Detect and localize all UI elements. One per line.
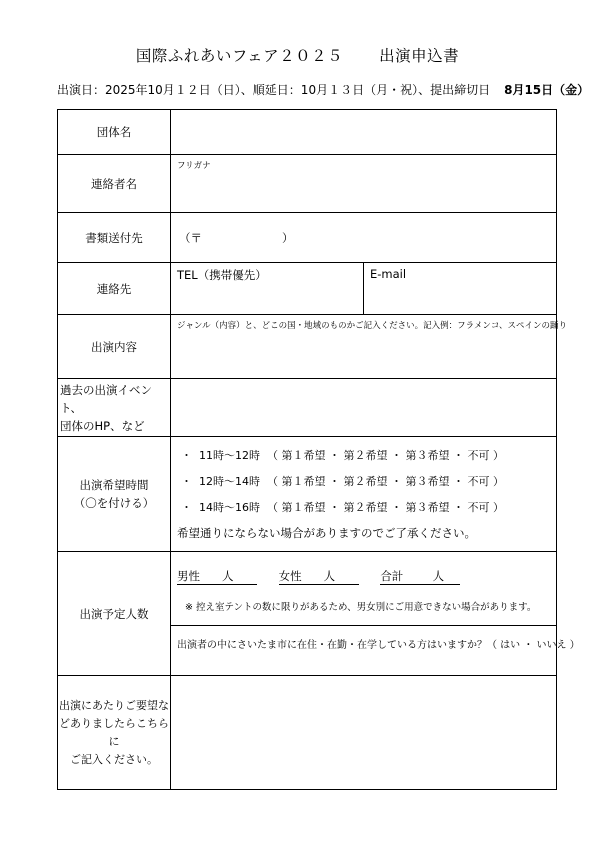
schedule-line bbox=[57, 81, 590, 98]
furigana-hint: フリガナ bbox=[177, 161, 211, 171]
label-preferred-time-line2: （〇を付ける） bbox=[73, 496, 155, 510]
label-past-events bbox=[58, 379, 171, 437]
time-slot-3-time: 14時～16時 bbox=[199, 501, 260, 514]
time-slot-3[interactable]: ・ 14時～16時 （ 第１希望 ・ 第２希望 ・ 第３希望 ・ 不可 ） bbox=[181, 501, 504, 514]
row-contact-person bbox=[58, 155, 557, 213]
total-count-field[interactable]: 合計 人 bbox=[380, 568, 460, 585]
field-email[interactable] bbox=[363, 263, 556, 314]
female-count-field[interactable]: 女性 人 bbox=[279, 568, 359, 585]
label-contact-person: 連絡者名 bbox=[58, 155, 171, 213]
field-group-name[interactable] bbox=[171, 110, 557, 155]
field-mailing-address[interactable] bbox=[171, 213, 557, 263]
row-requests bbox=[58, 676, 557, 790]
postal-prefix: （〒 bbox=[179, 230, 202, 245]
tent-note: ※ 控え室テントの数に限りがあるため、男女別にご用意できない場合があります。 bbox=[185, 602, 537, 613]
label-past-events-line1: 過去の出演イベント、 bbox=[60, 382, 152, 415]
residency-question[interactable]: 出演者の中にさいたま市に在住・在勤・在学している方はいますか？（ はい ・ いいえ ） bbox=[171, 625, 556, 661]
label-mailing-address: 書類送付先 bbox=[58, 213, 171, 263]
time-slot-2-options: （ 第１希望 ・ 第２希望 ・ 第３希望 ・ 不可 ） bbox=[267, 475, 504, 488]
label-requests-line2: どありましたらこちらに bbox=[59, 716, 169, 748]
form-title: 出演申込書 bbox=[379, 47, 460, 65]
field-contact bbox=[171, 263, 557, 315]
row-preferred-time bbox=[58, 437, 557, 552]
label-group-name: 団体名 bbox=[58, 110, 171, 155]
row-mailing-address bbox=[58, 213, 557, 263]
schedule-text: 出演日：2025年10月１２日（日）、順延日：10月１３日（月・祝）、提出締切日 bbox=[57, 83, 491, 97]
event-title: 国際ふれあいフェア２０２５ bbox=[135, 47, 344, 65]
row-performance bbox=[58, 315, 557, 379]
page-title bbox=[0, 44, 595, 66]
row-contact bbox=[58, 263, 557, 315]
label-performance: 出演内容 bbox=[58, 315, 171, 379]
time-note: 希望通りにならない場合がありますのでご了承ください。 bbox=[177, 526, 476, 540]
time-slot-1-options: （ 第１希望 ・ 第２希望 ・ 第３希望 ・ 不可 ） bbox=[267, 449, 504, 462]
field-tel[interactable] bbox=[171, 263, 363, 314]
performance-hint: ジャンル（内容）と、どこの国・地域のものかご記入ください。記入例：フラメンコ、スペインの踊り bbox=[177, 321, 568, 331]
label-requests bbox=[58, 676, 171, 790]
application-form-table bbox=[57, 109, 580, 790]
field-past-events[interactable] bbox=[171, 379, 557, 437]
label-requests-line1: 出演にあたりご要望な bbox=[59, 698, 169, 712]
label-expected-count: 出演予定人数 bbox=[58, 552, 171, 676]
tel-label: TEL（携帯優先） bbox=[177, 268, 267, 282]
label-contact: 連絡先 bbox=[58, 263, 171, 315]
label-past-events-line2: 団体のHP、など bbox=[60, 418, 145, 433]
time-slot-1[interactable]: ・ 11時～12時 （ 第１希望 ・ 第２希望 ・ 第３希望 ・ 不可 ） bbox=[181, 449, 504, 462]
postal-suffix: ） bbox=[282, 230, 294, 245]
time-slot-2[interactable]: ・ 12時～14時 （ 第１希望 ・ 第２希望 ・ 第３希望 ・ 不可 ） bbox=[181, 475, 504, 488]
field-expected-count bbox=[171, 552, 580, 676]
field-requests[interactable] bbox=[171, 676, 557, 790]
deadline-date: 8月15日（金） bbox=[504, 83, 590, 97]
row-past-events bbox=[58, 379, 557, 437]
field-performance[interactable] bbox=[171, 315, 568, 379]
time-slot-1-time: 11時～12時 bbox=[199, 449, 260, 462]
email-label: E-mail bbox=[370, 267, 407, 281]
time-slot-3-options: （ 第１希望 ・ 第２希望 ・ 第３希望 ・ 不可 ） bbox=[267, 501, 504, 514]
field-preferred-time bbox=[171, 437, 557, 552]
label-preferred-time bbox=[58, 437, 171, 552]
count-line bbox=[177, 568, 556, 585]
label-requests-line3: ご記入ください。 bbox=[70, 752, 158, 766]
field-contact-person[interactable] bbox=[171, 155, 557, 213]
row-expected-count bbox=[58, 552, 557, 676]
male-count-field[interactable]: 男性 人 bbox=[177, 568, 257, 585]
row-group-name bbox=[58, 110, 557, 155]
time-slot-2-time: 12時～14時 bbox=[199, 475, 260, 488]
label-preferred-time-line1: 出演希望時間 bbox=[79, 478, 149, 492]
